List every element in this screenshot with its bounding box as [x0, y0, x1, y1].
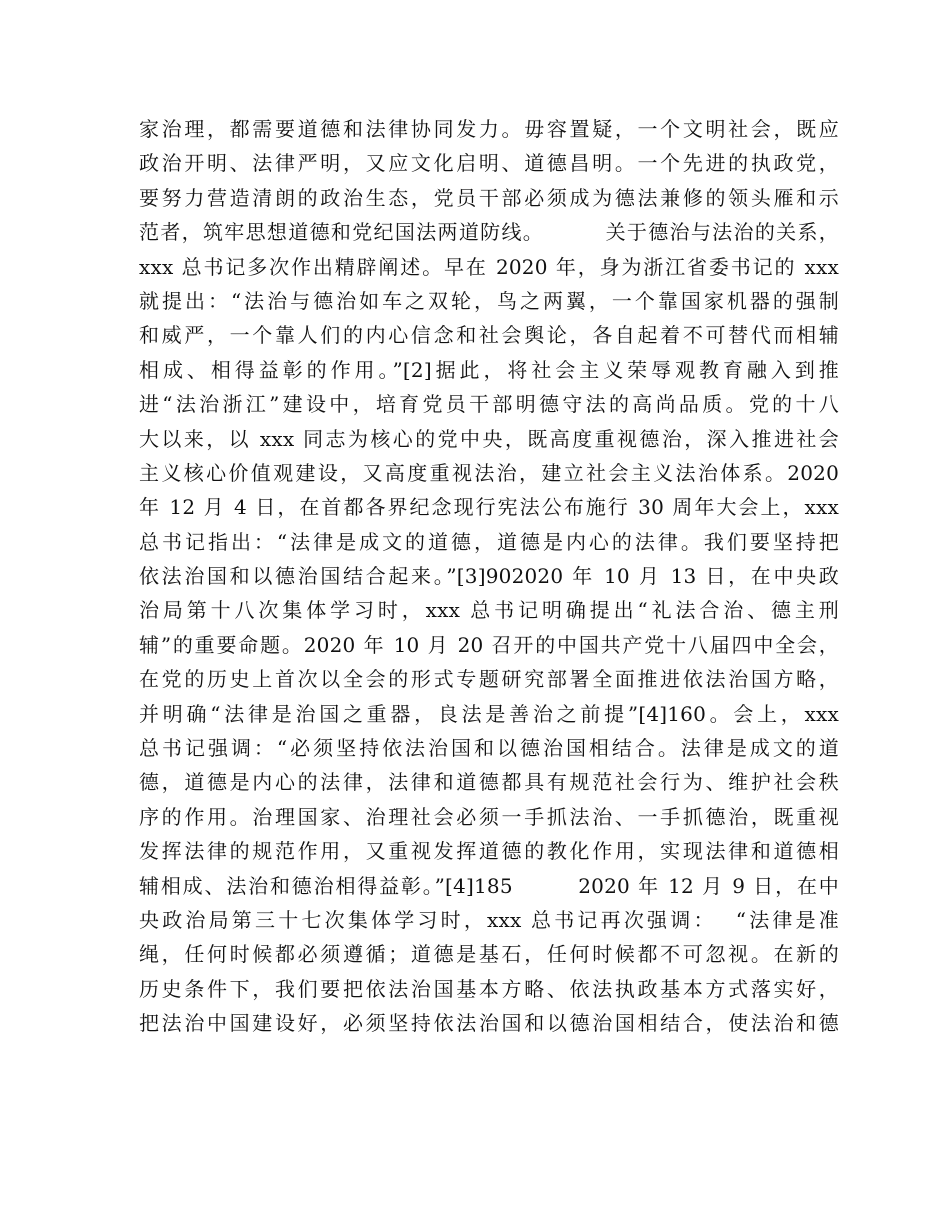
text-line: 把法治中国建设好，必须坚持依法治国和以德治国相结合，使法治和德	[139, 1011, 839, 1036]
text-line: 年 12 月 4 日，在首都各界纪念现行宪法公布施行 30 周年大会上，xxx	[139, 495, 839, 520]
text-line: 治局第十八次集体学习时，xxx 总书记明确提出“礼法合治、德主刑	[139, 598, 839, 623]
text-line: 辅”的重要命题。2020 年 10 月 20 召开的中国共产党十八届四中全会，	[139, 632, 839, 657]
text-line: 就提出：“法治与德治如车之双轮，鸟之两翼，一个靠国家机器的强制	[139, 288, 839, 313]
text-line: 依法治国和以德治国结合起来。”[3]902020 年 10 月 13 日，在中央政	[139, 564, 839, 589]
text-line: 辅相成、法治和德治相得益彰。”[4]185 2020 年 12 月 9 日，在中	[139, 873, 839, 898]
text-line: 进“法治浙江”建设中，培育党员干部明德守法的高尚品质。党的十八	[139, 392, 839, 417]
text-line: 历史条件下，我们要把依法治国基本方略、依法执政基本方式落实好，	[139, 976, 839, 1001]
text-line: 序的作用。治理国家、治理社会必须一手抓法治、一手抓德治，既重视	[139, 804, 839, 829]
text-line: 政治开明、法律严明，又应文化启明、道德昌明。一个先进的执政党，	[139, 151, 839, 176]
text-line: 要努力营造清朗的政治生态，党员干部必须成为德法兼修的领头雁和示	[139, 185, 839, 210]
text-line: 在党的历史上首次以全会的形式专题研究部署全面推进依法治国方略，	[139, 667, 839, 692]
text-line: 主义核心价值观建设，又高度重视法治，建立社会主义法治体系。2020	[139, 460, 839, 485]
text-line: 和威严，一个靠人们的内心信念和社会舆论，各自起着不可替代而相辅	[139, 323, 839, 348]
text-line: 总书记指出：“法律是成文的道德，道德是内心的法律。我们要坚持把	[139, 529, 839, 554]
text-line: 大以来，以 xxx 同志为核心的党中央，既高度重视德治，深入推进社会	[139, 426, 839, 451]
text-line: 德，道德是内心的法律，法律和道德都具有规范社会行为、维护社会秩	[139, 770, 839, 795]
text-line: 央政治局第三十七次集体学习时，xxx 总书记再次强调： “法律是准	[139, 907, 839, 932]
text-line: 绳，任何时候都必须遵循；道德是基石，任何时候都不可忽视。在新的	[139, 942, 839, 967]
text-line: 范者，筑牢思想道德和党纪国法两道防线。 关于德治与法治的关系，	[139, 220, 839, 245]
text-line: 总书记强调：“必须坚持依法治国和以德治国相结合。法律是成文的道	[139, 736, 839, 761]
text-line: xxx 总书记多次作出精辟阐述。早在 2020 年，身为浙江省委书记的 xxx	[139, 254, 839, 279]
text-line: 并明确“法律是治国之重器，良法是善治之前提”[4]160。会上，xxx	[139, 701, 839, 726]
text-line: 相成、相得益彰的作用。”[2]据此，将社会主义荣辱观教育融入到推	[139, 357, 839, 382]
body-text	[139, 112, 839, 1041]
text-line: 家治理，都需要道德和法律协同发力。毋容置疑，一个文明社会，既应	[139, 117, 839, 141]
text-line: 发挥法律的规范作用，又重视发挥道德的教化作用，实现法律和道德相	[139, 839, 839, 864]
